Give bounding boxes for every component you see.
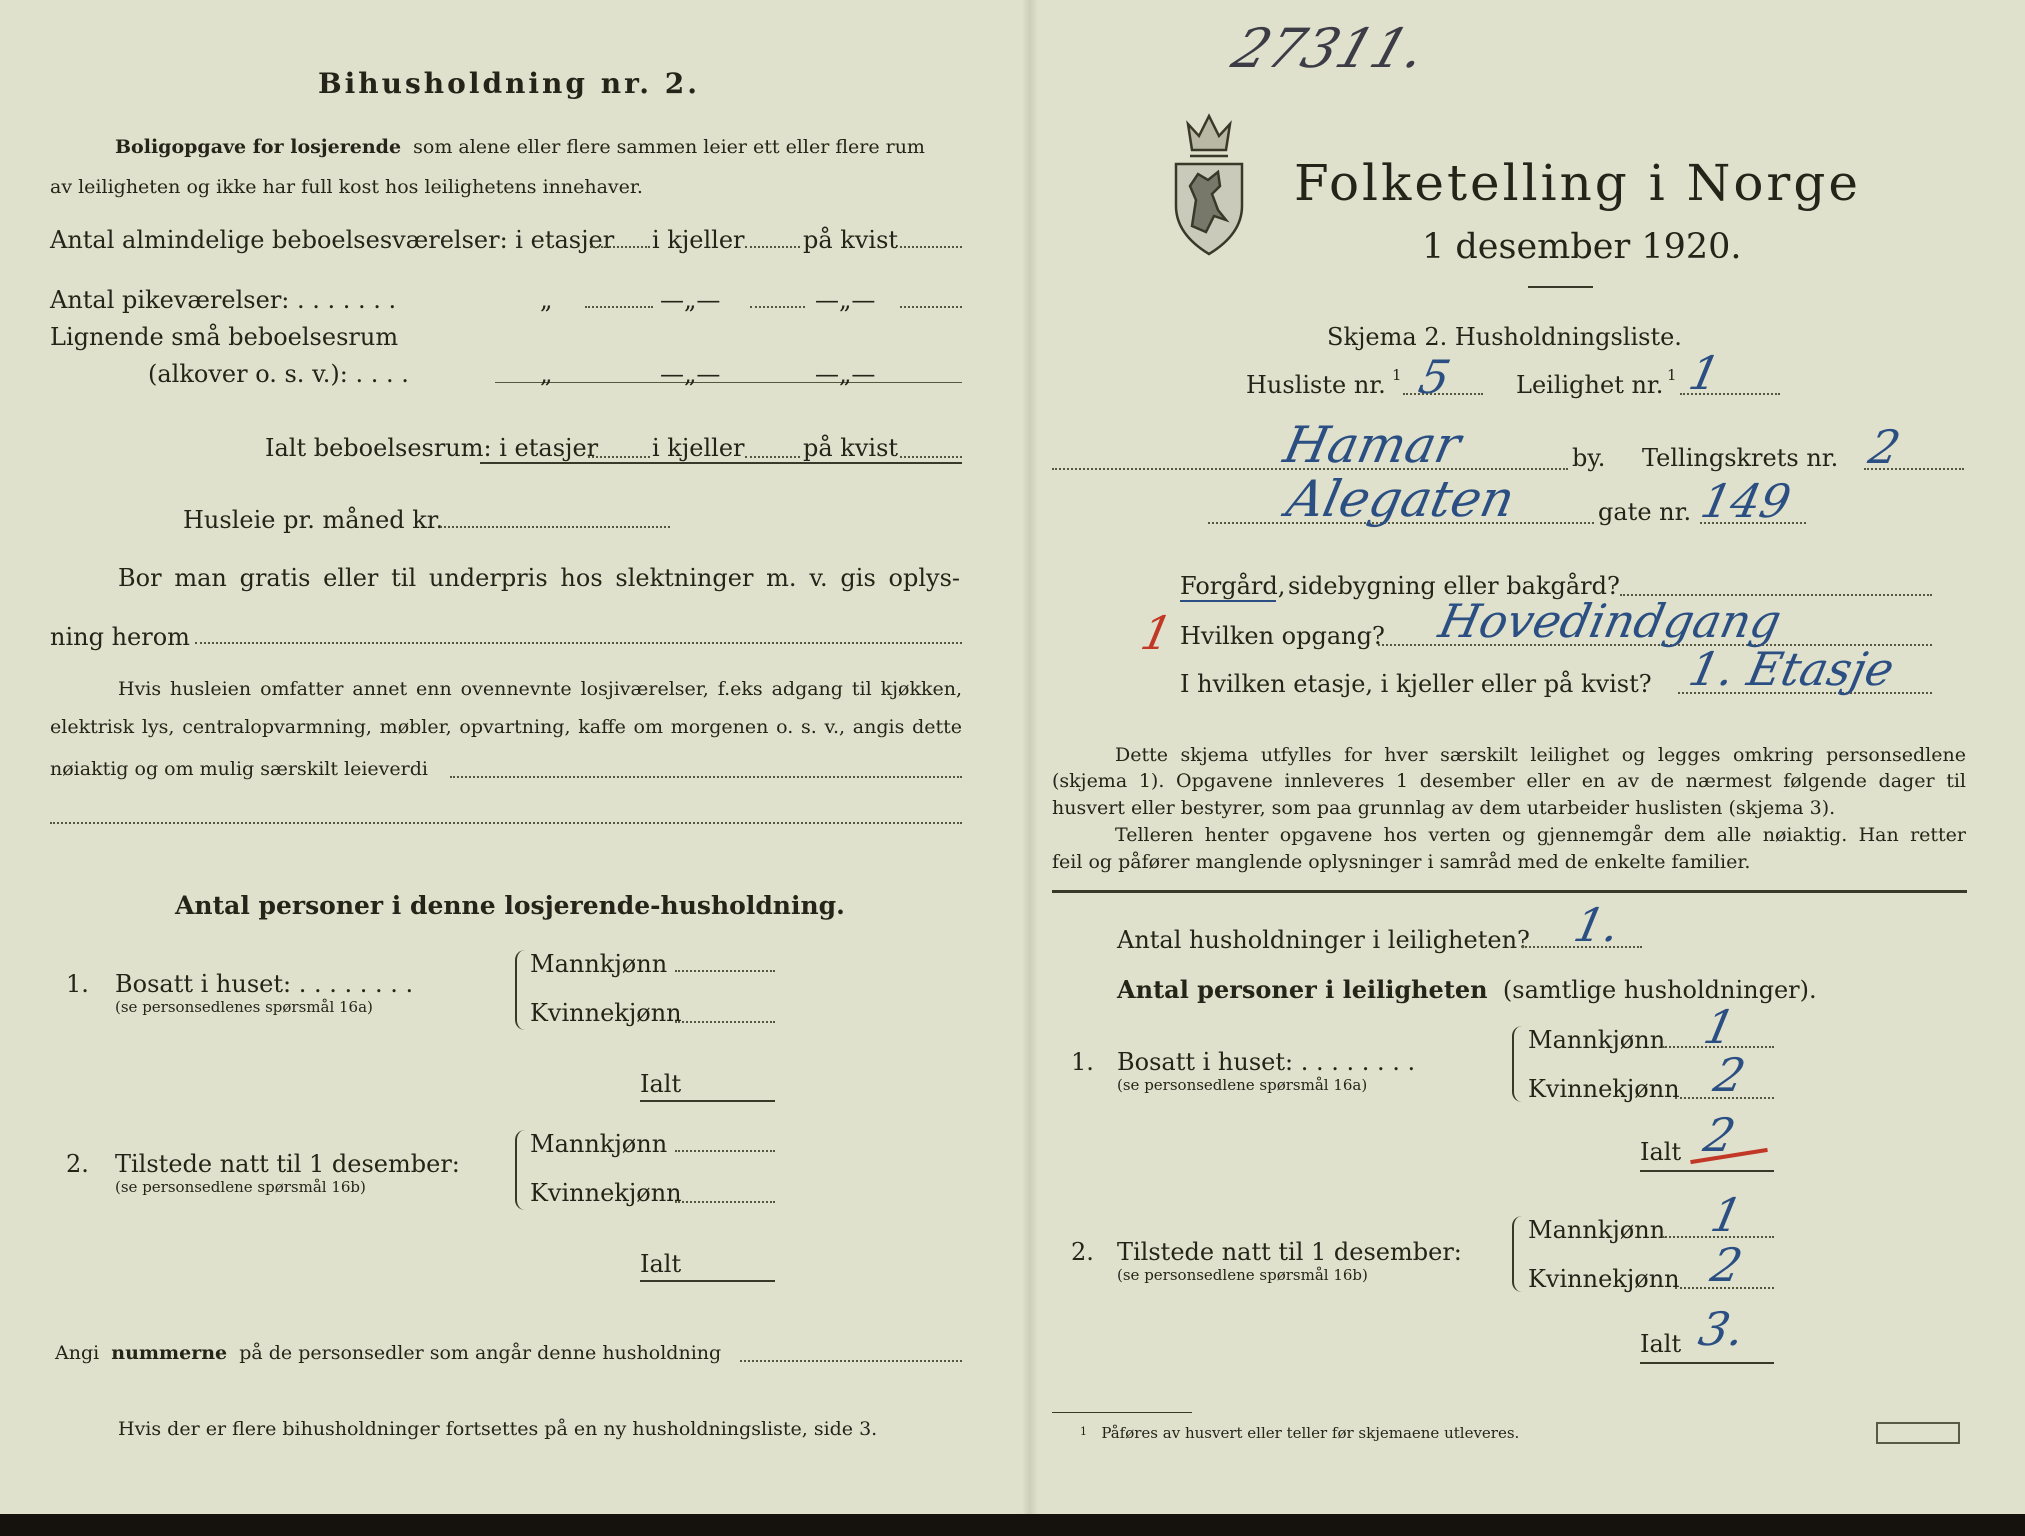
left-q2-male: Mannkjønn — [530, 1130, 668, 1158]
rooms-attic-line — [900, 246, 962, 248]
maid-line-1 — [585, 306, 653, 308]
footnote-number: 1 — [1080, 1425, 1087, 1438]
city-value: Hamar — [1278, 416, 1466, 474]
right-q2-male: Mannkjønn — [1528, 1216, 1666, 1244]
rooms-attic: på kvist — [803, 226, 899, 254]
total-cellar-line — [745, 456, 800, 458]
left-q2-brace — [515, 1130, 527, 1210]
left-q2-female: Kvinnekjønn — [530, 1179, 682, 1207]
right-q2-num: 2. — [1071, 1238, 1094, 1266]
right-q1-brace — [1512, 1026, 1524, 1102]
etasje-value: 1. Etasje — [1684, 642, 1899, 696]
footnote-text: Påføres av husvert eller teller før skjemaene utleveres. — [1101, 1424, 1520, 1442]
right-q1-male-value: 1 — [1699, 1000, 1741, 1054]
right-q2-total: Ialt — [1640, 1330, 1682, 1358]
title-rule — [1528, 286, 1593, 288]
numbers-pre: Angi — [55, 1342, 100, 1364]
left-q1-num: 1. — [66, 970, 89, 998]
rooms-etasjer-line — [590, 246, 650, 248]
right-q2-total-value: 3. — [1694, 1302, 1750, 1356]
maid-line-3 — [900, 306, 962, 308]
small-ditto-2: —„— — [660, 360, 721, 388]
husliste-footnote: 1 — [1392, 366, 1402, 384]
free-line1: Bor man gratis eller til underpris hos slektninger m. v. gis oplys- — [118, 564, 960, 592]
more-households: Hvis der er flere bihusholdninger fortsettes på en ny husholdningsliste, side 3. — [118, 1418, 878, 1440]
intro-line1 — [115, 138, 925, 157]
archive-number: 27311. — [1224, 17, 1435, 80]
left-q1-male: Mannkjønn — [530, 950, 668, 978]
etasje-label: I hvilken etasje, i kjeller eller på kvist? — [1180, 670, 1652, 698]
footnote — [1080, 1426, 1519, 1441]
left-q2-total: Ialt — [640, 1250, 682, 1278]
right-q2-female: Kvinnekjønn — [1528, 1265, 1680, 1293]
includes-line2: elektrisk lys, centralopvarmning, møbler, opvartning, kaffe om morgenen o. s. v., angis dette — [50, 716, 962, 738]
left-q1-total-line — [640, 1100, 775, 1102]
left-q2-sub: (se personsedlene spørsmål 16b) — [115, 1178, 366, 1196]
right-q1-sub: (se personsedlene spørsmål 16a) — [1117, 1076, 1368, 1094]
instr-line2: (skjema 1). Opgavene innleveres 1 desember eller en av de nærmest følgende dager til — [1052, 770, 1966, 792]
instr-line3: husvert eller bestyrer, som paa grunnlag av dem utarbeider huslisten (skjema 3). — [1052, 797, 1836, 819]
maid-rooms: Antal pikeværelser: . . . . . . . — [50, 286, 397, 314]
opgang-label: Hvilken opgang? — [1180, 622, 1385, 650]
left-q1-male-line — [675, 970, 775, 972]
krets-value: 2 — [1864, 420, 1906, 474]
krets-label: Tellingskrets nr. — [1642, 444, 1839, 472]
intro-line2: av leiligheten og ikke har full kost hos leilighetens innehaver. — [50, 176, 643, 198]
maid-ditto-3: —„— — [815, 286, 876, 314]
gate-label: gate nr. — [1598, 498, 1692, 526]
leilighet-value: 1 — [1684, 346, 1726, 400]
right-q1-label: Bosatt i huset: . . . . . . . . — [1117, 1048, 1416, 1076]
total-attic-line — [900, 456, 962, 458]
small-rooms-2: (alkover o. s. v.): . . . . — [148, 360, 409, 388]
left-title: Bihusholdning nr. 2. — [318, 67, 700, 100]
page-fold — [1022, 0, 1038, 1514]
total-attic: på kvist — [803, 434, 899, 462]
footnote-rule — [1052, 1412, 1192, 1413]
left-q1-brace — [515, 950, 527, 1030]
small-rooms-1: Lignende små beboelsesrum — [50, 323, 399, 351]
free-line — [195, 642, 962, 644]
intro-rest: som alene eller flere sammen leier ett eller flere rum — [413, 136, 925, 158]
right-q1-total-value: 2 — [1699, 1108, 1741, 1162]
includes-line3: nøiaktig og om mulig særskilt leieverdi — [50, 758, 428, 780]
small-ditto-3: —„— — [815, 360, 876, 388]
left-q2-male-line — [675, 1150, 775, 1152]
numbers-line — [55, 1344, 721, 1363]
forgard-underline — [1180, 600, 1276, 602]
right-persons-rest: (samtlige husholdninger). — [1502, 976, 1817, 1004]
total-etasjer-line — [588, 456, 650, 458]
right-q2-female-value: 2 — [1706, 1238, 1748, 1292]
by-label: by. — [1572, 444, 1606, 472]
right-q1-female-value: 2 — [1709, 1048, 1751, 1102]
right-q1-total: Ialt — [1640, 1138, 1682, 1166]
rooms-cellar: i kjeller — [652, 226, 745, 254]
includes-line — [450, 776, 962, 778]
instr-line5: feil og påfører manglende oplysninger i samråd med de enkelte familier. — [1052, 851, 1751, 873]
households-value: 1. — [1569, 898, 1625, 952]
left-q1-female: Kvinnekjønn — [530, 999, 682, 1027]
right-persons-bold: Antal personer i leiligheten — [1117, 975, 1488, 1004]
right-persons-title — [1117, 975, 1817, 1004]
opgang-mark: 1 — [1136, 606, 1178, 660]
husliste-value: 5 — [1414, 350, 1456, 404]
form-date: 1 desember 1920. — [1422, 227, 1742, 267]
numbers-fill-line — [740, 1360, 962, 1362]
includes-line1: Hvis husleien omfatter annet enn ovennevnte losjiværelser, f.eks adgang til kjøkken, — [118, 678, 962, 700]
households-label: Antal husholdninger i leiligheten? — [1117, 926, 1530, 954]
right-q1-total-line — [1640, 1170, 1774, 1172]
small-rooms-rule — [495, 382, 962, 383]
left-q1-total: Ialt — [640, 1070, 682, 1098]
right-q2-label: Tilstede natt til 1 desember: — [1117, 1238, 1462, 1266]
right-q2-total-line — [1640, 1362, 1774, 1364]
instr-line4: Telleren henter opgavene hos verten og gjennemgår dem alle nøiaktig. Han retter — [1115, 824, 1966, 846]
numbers-bold: nummerne — [111, 1342, 228, 1364]
street-value: Alegaten — [1281, 470, 1520, 528]
intro-bold: Boligopgave for losjerende — [115, 136, 402, 158]
maid-line-2 — [750, 306, 805, 308]
total-rooms-rule — [480, 462, 962, 464]
small-ditto: „ — [540, 360, 553, 388]
maid-ditto: „ — [540, 286, 553, 314]
right-q2-male-value: 1 — [1706, 1188, 1748, 1242]
rooms-label: Antal almindelige beboelsesværelser: i etasjer — [50, 226, 615, 254]
norwegian-coat-of-arms-icon — [1168, 108, 1250, 258]
left-q1-female-line — [675, 1021, 775, 1023]
forgard-label: Forgård, — [1180, 572, 1286, 600]
husliste-label: Husliste nr. — [1246, 371, 1386, 399]
leilighet-footnote: 1 — [1667, 366, 1677, 384]
right-q1-male: Mannkjønn — [1528, 1026, 1666, 1054]
opgang-value: Hovedindgang — [1434, 594, 1786, 648]
right-q1-female: Kvinnekjønn — [1528, 1075, 1680, 1103]
instructions-rule — [1052, 890, 1967, 893]
rooms-cellar-line — [745, 246, 800, 248]
right-q1-num: 1. — [1071, 1048, 1094, 1076]
printer-stamp — [1876, 1422, 1960, 1444]
left-q1-label: Bosatt i huset: . . . . . . . . — [115, 970, 414, 998]
leilighet-label: Leilighet nr. — [1516, 371, 1664, 399]
right-q2-sub: (se personsedlene spørsmål 16b) — [1117, 1266, 1368, 1284]
includes-line-2 — [50, 822, 962, 824]
side-label: sidebygning eller bakgård? — [1288, 572, 1620, 600]
free-line2: ning herom — [50, 623, 190, 651]
schema-label: Skjema 2. Husholdningsliste. — [1327, 323, 1682, 351]
gate-value: 149 — [1696, 474, 1796, 528]
instr-line1: Dette skjema utfylles for hver særskilt leilighet og legges omkring personsedlene — [1115, 744, 1966, 766]
maid-ditto-2: —„— — [660, 286, 721, 314]
numbers-post: på de personsedler som angår denne husholdning — [239, 1342, 722, 1364]
left-q2-num: 2. — [66, 1150, 89, 1178]
rent-line — [440, 526, 670, 528]
rent-label: Husleie pr. måned kr. — [183, 506, 444, 534]
left-q2-label: Tilstede natt til 1 desember: — [115, 1150, 460, 1178]
form-title: Folketelling i Norge — [1294, 154, 1861, 212]
right-q2-brace — [1512, 1216, 1524, 1292]
left-q2-female-line — [675, 1201, 775, 1203]
left-q2-total-line — [640, 1280, 775, 1282]
left-q1-sub: (se personsedlenes spørsmål 16a) — [115, 998, 373, 1016]
left-persons-title: Antal personer i denne losjerende-husholdning. — [175, 891, 845, 920]
total-cellar: i kjeller — [652, 434, 745, 462]
total-rooms-label: Ialt beboelsesrum: i etasjer — [265, 434, 599, 462]
